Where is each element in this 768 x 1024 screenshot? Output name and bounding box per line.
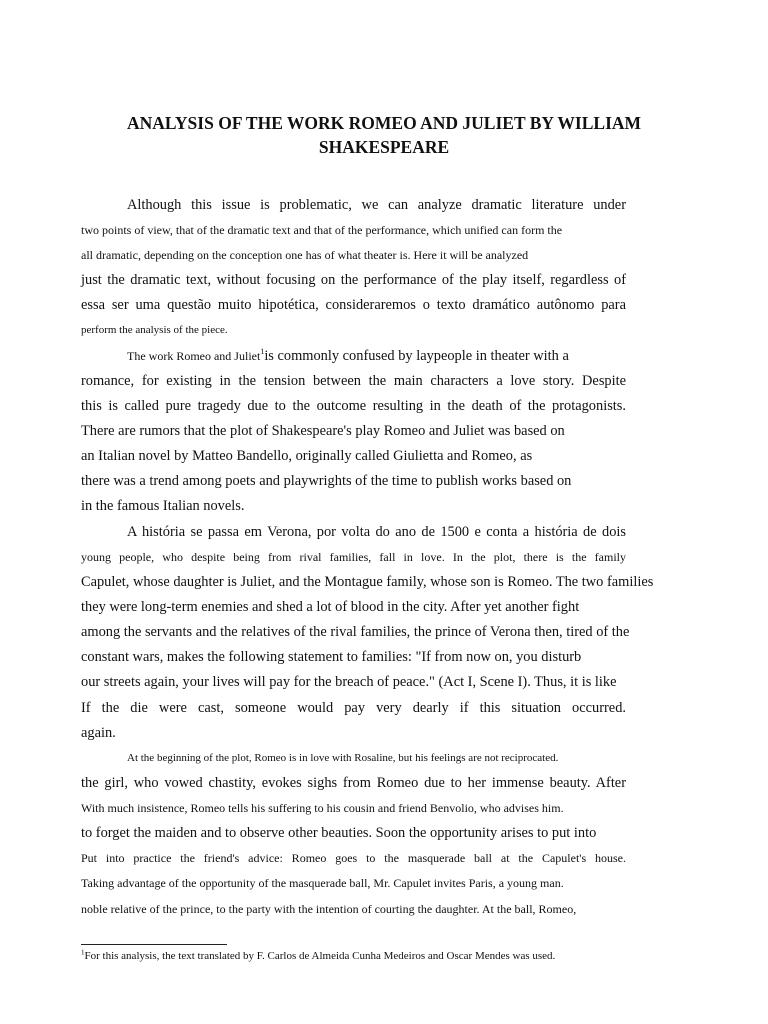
footnote: [81, 949, 555, 963]
body-line: There are rumors that the plot of Shakespeare's play Romeo and Juliet was based on: [81, 423, 565, 439]
body-line: to forget the maiden and to observe other beauties. Soon the opportunity arises to put into: [81, 825, 597, 841]
footnote-separator: [81, 944, 227, 945]
body-line: our streets again, your lives will pay for the breach of peace." (Act I, Scene I). Thus, it is like: [81, 674, 617, 690]
body-line: Put into practice the friend's advice: Romeo goes to the masquerade ball at the Capulet's house.: [81, 851, 626, 865]
body-line: they were long-term enemies and shed a lot of blood in the city. After yet another fight: [81, 599, 580, 615]
body-line: romance, for existing in the tension between the main characters a love story. Despite: [81, 373, 626, 389]
body-line: young people, who despite being from rival families, fall in love. In the plot, there is the family: [81, 550, 626, 564]
body-line: A história se passa em Verona, por volta do ano de 1500 e conta a história de dois: [127, 524, 626, 540]
footnote-marker: 1: [260, 347, 265, 357]
body-text-run: is commonly confused by laypeople in theater with a: [264, 348, 569, 364]
body-line-with-footnote: [127, 347, 569, 365]
body-text-run: The work Romeo and Juliet: [127, 349, 261, 363]
body-line: just the dramatic text, without focusing on the performance of the play itself, regardless of: [81, 272, 626, 288]
body-line: there was a trend among poets and playwrights of the time to publish works based on: [81, 473, 572, 489]
body-line: the girl, who vowed chastity, evokes sighs from Romeo due to her immense beauty. After: [81, 775, 626, 791]
footnote-number: 1: [81, 948, 85, 957]
body-line: this is called pure tragedy due to the outcome resulting in the death of the protagonists.: [81, 398, 626, 414]
body-line: constant wars, makes the following statement to families: "If from now on, you disturb: [81, 649, 582, 665]
body-line: With much insistence, Romeo tells his suffering to his cousin and friend Benvolio, who advises him.: [81, 801, 564, 815]
footnote-text: For this analysis, the text translated by F. Carlos de Almeida Cunha Medeiros and Oscar Mendes was used.: [84, 950, 556, 962]
body-line: in the famous Italian novels.: [81, 498, 245, 514]
body-line: again.: [81, 725, 116, 741]
body-line: all dramatic, depending on the conception one has of what theater is. Here it will be analyzed: [81, 248, 529, 262]
body-line: two points of view, that of the dramatic text and that of the performance, which unified can form the: [81, 223, 563, 237]
body-line: Taking advantage of the opportunity of the masquerade ball, Mr. Capulet invites Paris, a young man.: [81, 876, 564, 890]
body-line: among the servants and the relatives of the rival families, the prince of Verona then, tired of the: [81, 624, 630, 640]
body-line: Although this issue is problematic, we can analyze dramatic literature under: [127, 197, 626, 213]
body-line: an Italian novel by Matteo Bandello, originally called Giulietta and Romeo, as: [81, 448, 533, 464]
document-title-line-2: SHAKESPEARE: [318, 137, 450, 157]
body-line: Capulet, whose daughter is Juliet, and the Montague family, whose son is Romeo. The two families: [81, 574, 654, 590]
document-title-line-1: ANALYSIS OF THE WORK ROMEO AND JULIET BY WILLIAM: [126, 113, 642, 133]
body-line: perform the analysis of the piece.: [81, 324, 228, 336]
body-line: At the beginning of the plot, Romeo is in love with Rosaline, but his feelings are not reciprocated.: [127, 752, 559, 764]
body-line: noble relative of the prince, to the party with the intention of courting the daughter. At the ball, Romeo,: [81, 902, 577, 916]
body-line: If the die were cast, someone would pay very dearly if this situation occurred.: [81, 700, 626, 716]
body-line: essa ser uma questão muito hipotética, consideraremos o texto dramático autônomo para: [81, 297, 626, 313]
